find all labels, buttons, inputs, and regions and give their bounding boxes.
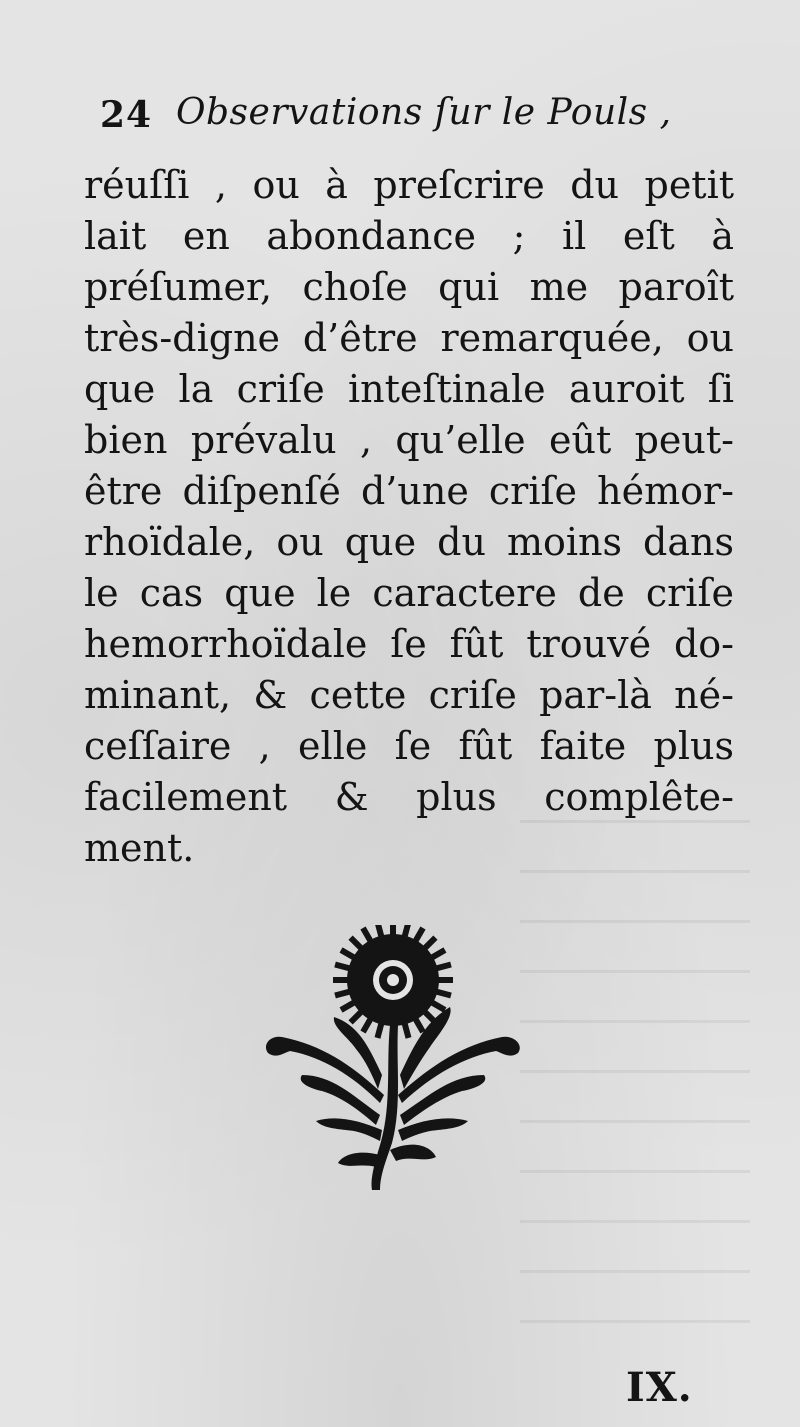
running-head bbox=[100, 92, 700, 144]
text-line: préſumer, choſe qui me paroît bbox=[84, 265, 734, 309]
text-line: ceſſaire , elle ſe fût faite plus bbox=[84, 724, 734, 768]
text-line: ment. bbox=[84, 826, 195, 870]
signature-mark: IX. bbox=[626, 1364, 693, 1411]
text-line: le cas que le caractere de criſe bbox=[84, 571, 734, 615]
text-line: lait en abondance ; il eſt à bbox=[84, 214, 734, 258]
running-title: Observations ſur le Pouls , bbox=[176, 92, 672, 133]
flower-ornament-icon bbox=[262, 925, 524, 1195]
text-line: très-digne d’être remarquée, ou bbox=[84, 316, 734, 360]
text-line: réuſſi , ou à preſcrire du petit bbox=[84, 163, 734, 207]
body-text bbox=[84, 160, 734, 874]
text-line: que la criſe inteſtinale auroit ſi bbox=[84, 367, 734, 411]
page-number: 24 bbox=[100, 94, 153, 136]
bleed-through-shadow bbox=[520, 820, 750, 1340]
text-line: facilement & plus complête- bbox=[84, 775, 734, 819]
text-line: être diſpenſé d’une criſe hémor- bbox=[84, 469, 734, 513]
text-line: bien prévalu , qu’elle eût peut- bbox=[84, 418, 734, 462]
text-line: hemorrhoïdale ſe fût trouvé do- bbox=[84, 622, 734, 666]
text-line: rhoïdale, ou que du moins dans bbox=[84, 520, 734, 564]
text-line: minant, & cette criſe par-là né- bbox=[84, 673, 734, 717]
